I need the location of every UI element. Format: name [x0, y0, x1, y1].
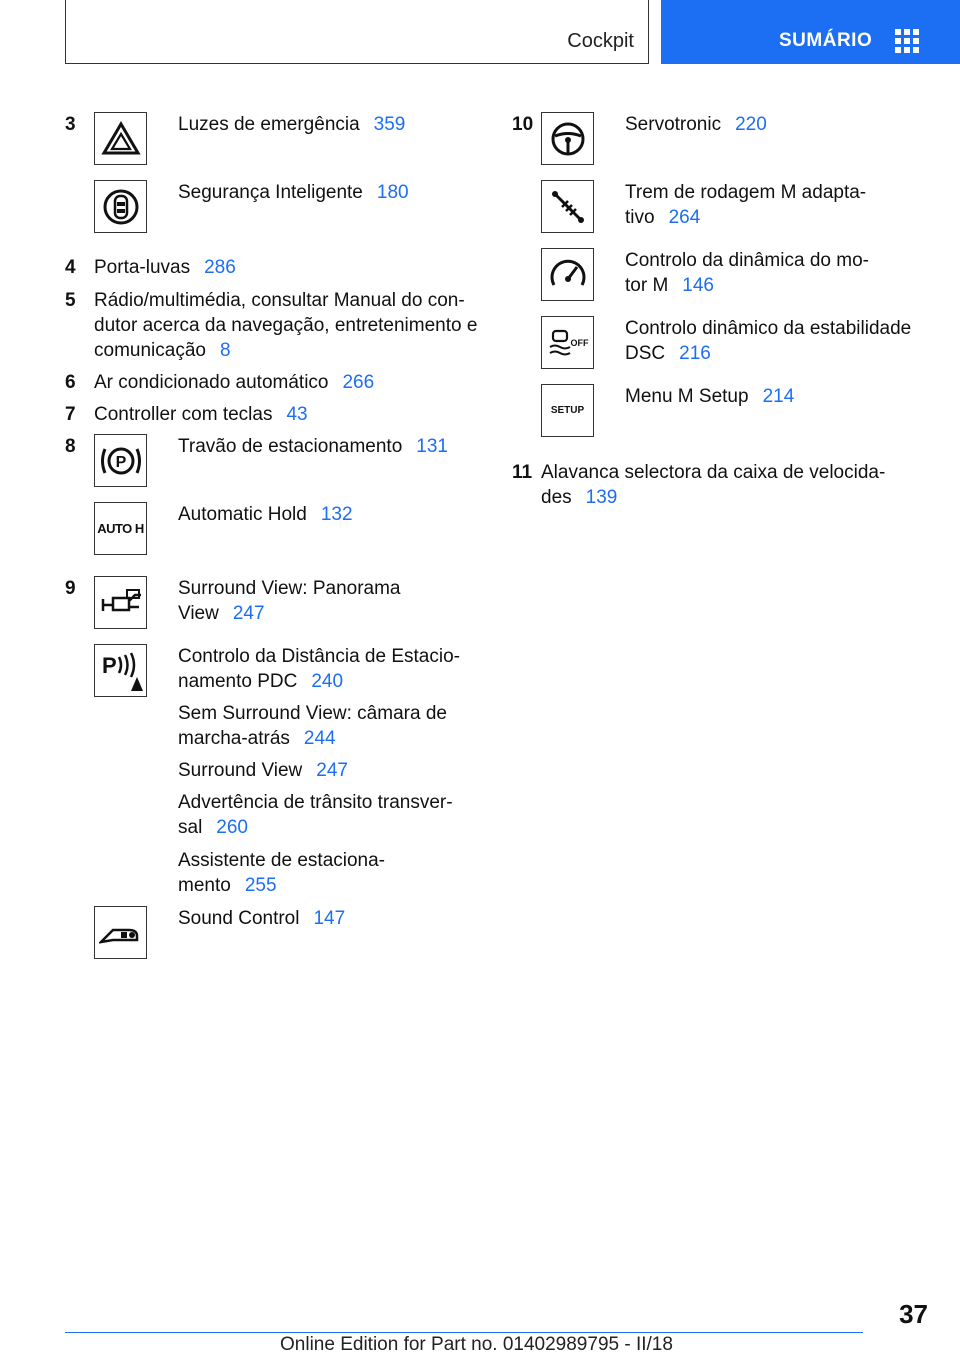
- dsc-off-icon-text: OFF: [570, 337, 589, 348]
- list-item-controller: [94, 402, 308, 427]
- surround-line1: Surround View: Panorama: [178, 578, 401, 599]
- intelligent-safety-icon: [94, 180, 147, 233]
- auto-hold-icon-text: AUTO H: [97, 521, 144, 536]
- dsc-page-link[interactable]: 216: [679, 343, 711, 364]
- dynamic-page-link[interactable]: 146: [682, 275, 714, 296]
- rearcam-line2: marcha-atrás: [178, 728, 290, 749]
- shock-absorber-icon: [541, 180, 594, 233]
- parkbrake-page-link[interactable]: 131: [416, 436, 448, 457]
- dynamic-line2: tor M: [625, 275, 669, 296]
- selector-line1: Alavanca selectora da caixa de velocida-: [541, 462, 886, 483]
- hazard-label: Luzes de emergência: [178, 114, 360, 135]
- auto-hold-icon: [94, 502, 147, 555]
- list-item-parking-brake: [178, 434, 448, 459]
- radio-line1: Rádio/multimédia, consultar Manual do con-: [94, 290, 465, 311]
- list-item-intelligent-safety: [178, 180, 409, 205]
- surround-page-link[interactable]: 247: [232, 603, 265, 624]
- radio-line3: comunicação: [94, 340, 206, 361]
- item-number-4: 4: [65, 257, 76, 278]
- list-item-surround-view: [178, 758, 348, 783]
- steering-wheel-icon: [541, 112, 594, 165]
- list-item-gear-selector: [541, 460, 885, 510]
- list-item-ac: [94, 370, 374, 395]
- sound-label: Sound Control: [178, 908, 300, 929]
- setup-icon: [541, 384, 594, 437]
- chassis-page-link[interactable]: 264: [668, 207, 701, 228]
- sound-page-link[interactable]: 147: [313, 908, 346, 929]
- svg-text:P: P: [101, 652, 117, 678]
- cross-line1: Advertência de trânsito transver-: [178, 792, 453, 813]
- item-number-10: 10: [512, 114, 534, 135]
- item-number-9: 9: [65, 578, 76, 599]
- secure-label: Segurança Inteligente: [178, 182, 363, 203]
- item-number-3: 3: [65, 114, 76, 135]
- sound-control-icon: [94, 906, 147, 959]
- item-number-8: 8: [65, 436, 76, 457]
- controller-page-link[interactable]: 43: [286, 404, 308, 425]
- servo-label: Servotronic: [625, 114, 722, 135]
- setup-label: Menu M Setup: [625, 386, 749, 407]
- svg-text:P: P: [115, 453, 126, 471]
- selector-page-link[interactable]: 139: [585, 487, 618, 508]
- hazard-page-link[interactable]: 359: [373, 114, 406, 135]
- list-item-radio: [94, 288, 477, 363]
- glovebox-page-link[interactable]: 286: [204, 257, 236, 278]
- list-item-hazard: [178, 112, 405, 137]
- item-number-11: 11: [512, 462, 533, 483]
- sumario-label: SUMÁRIO: [779, 30, 873, 51]
- radio-line2: dutor acerca da navegação, entretenimento e: [94, 315, 478, 336]
- dsc-line2: DSC: [625, 343, 666, 364]
- pdc-line2: namento PDC: [178, 671, 298, 692]
- ac-page-link[interactable]: 266: [342, 372, 375, 393]
- list-item-engine-dynamics: [625, 248, 869, 298]
- autohold-page-link[interactable]: 132: [320, 504, 353, 525]
- list-item-sound-control: [178, 906, 345, 931]
- surround-view-icon: [94, 576, 147, 629]
- autohold-label: Automatic Hold: [178, 504, 307, 525]
- list-item-glovebox: [94, 255, 236, 280]
- dsc-line1: Controlo dinâmico da estabilidade: [625, 318, 912, 339]
- list-item-cross-traffic: [178, 790, 453, 840]
- list-item-adaptive-chassis: [625, 180, 866, 230]
- item-number-5: 5: [65, 290, 76, 311]
- footer-edition: Online Edition for Part no. 01402989795 - II/18: [280, 1334, 673, 1355]
- hazard-warning-icon: [94, 112, 147, 165]
- parking-brake-icon: [94, 434, 147, 487]
- servo-page-link[interactable]: 220: [735, 114, 767, 135]
- list-item-dsc: [625, 316, 911, 366]
- sumario-button[interactable]: [661, 0, 960, 64]
- dsc-off-icon: [541, 316, 594, 369]
- list-item-surround-panorama: [178, 576, 401, 626]
- ac-label: Ar condicionado automático: [94, 372, 329, 393]
- sview-label: Surround View: [178, 760, 303, 781]
- surround-line2: View: [178, 603, 219, 624]
- radio-page-link[interactable]: 8: [219, 340, 231, 361]
- controller-label: Controller com teclas: [94, 404, 273, 425]
- cross-page-link[interactable]: 260: [216, 817, 248, 838]
- pdc-page-link[interactable]: 240: [311, 671, 344, 692]
- pdc-line1: Controlo da Distância de Estacio-: [178, 646, 460, 667]
- header-section-box: [65, 0, 649, 64]
- cross-line2: sal: [178, 817, 203, 838]
- secure-page-link[interactable]: 180: [376, 182, 409, 203]
- list-item-pdc: [178, 644, 460, 694]
- rearcam-line1: Sem Surround View: câmara de: [178, 703, 447, 724]
- list-item-rear-camera: [178, 701, 447, 751]
- grid-menu-icon: [895, 29, 921, 53]
- sview-page-link[interactable]: 247: [316, 760, 348, 781]
- glovebox-label: Porta-luvas: [94, 257, 191, 278]
- chassis-line2: tivo: [625, 207, 655, 228]
- dynamic-line1: Controlo da dinâmica do mo-: [625, 250, 869, 271]
- parkassist-page-link[interactable]: 255: [244, 875, 277, 896]
- list-item-auto-hold: [178, 502, 353, 527]
- setup-page-link[interactable]: 214: [762, 386, 795, 407]
- section-title: Cockpit: [567, 30, 634, 52]
- parkassist-line1: Assistente de estaciona-: [178, 850, 386, 871]
- pdc-icon: [94, 644, 147, 697]
- rearcam-page-link[interactable]: 244: [303, 728, 336, 749]
- list-item-parking-assistant: [178, 848, 385, 898]
- list-item-servotronic: [625, 112, 767, 137]
- page-number: 37: [899, 1299, 928, 1329]
- item-number-7: 7: [65, 404, 76, 425]
- setup-icon-text: SETUP: [550, 405, 585, 416]
- chassis-line1: Trem de rodagem M adapta-: [625, 182, 867, 203]
- parkassist-line2: mento: [178, 875, 231, 896]
- speedometer-icon: [541, 248, 594, 301]
- selector-line2: des: [541, 487, 572, 508]
- list-item-m-setup: [625, 384, 794, 409]
- footer-divider: [65, 1332, 863, 1333]
- item-number-6: 6: [65, 372, 76, 393]
- parkbrake-label: Travão de estacionamento: [178, 436, 403, 457]
